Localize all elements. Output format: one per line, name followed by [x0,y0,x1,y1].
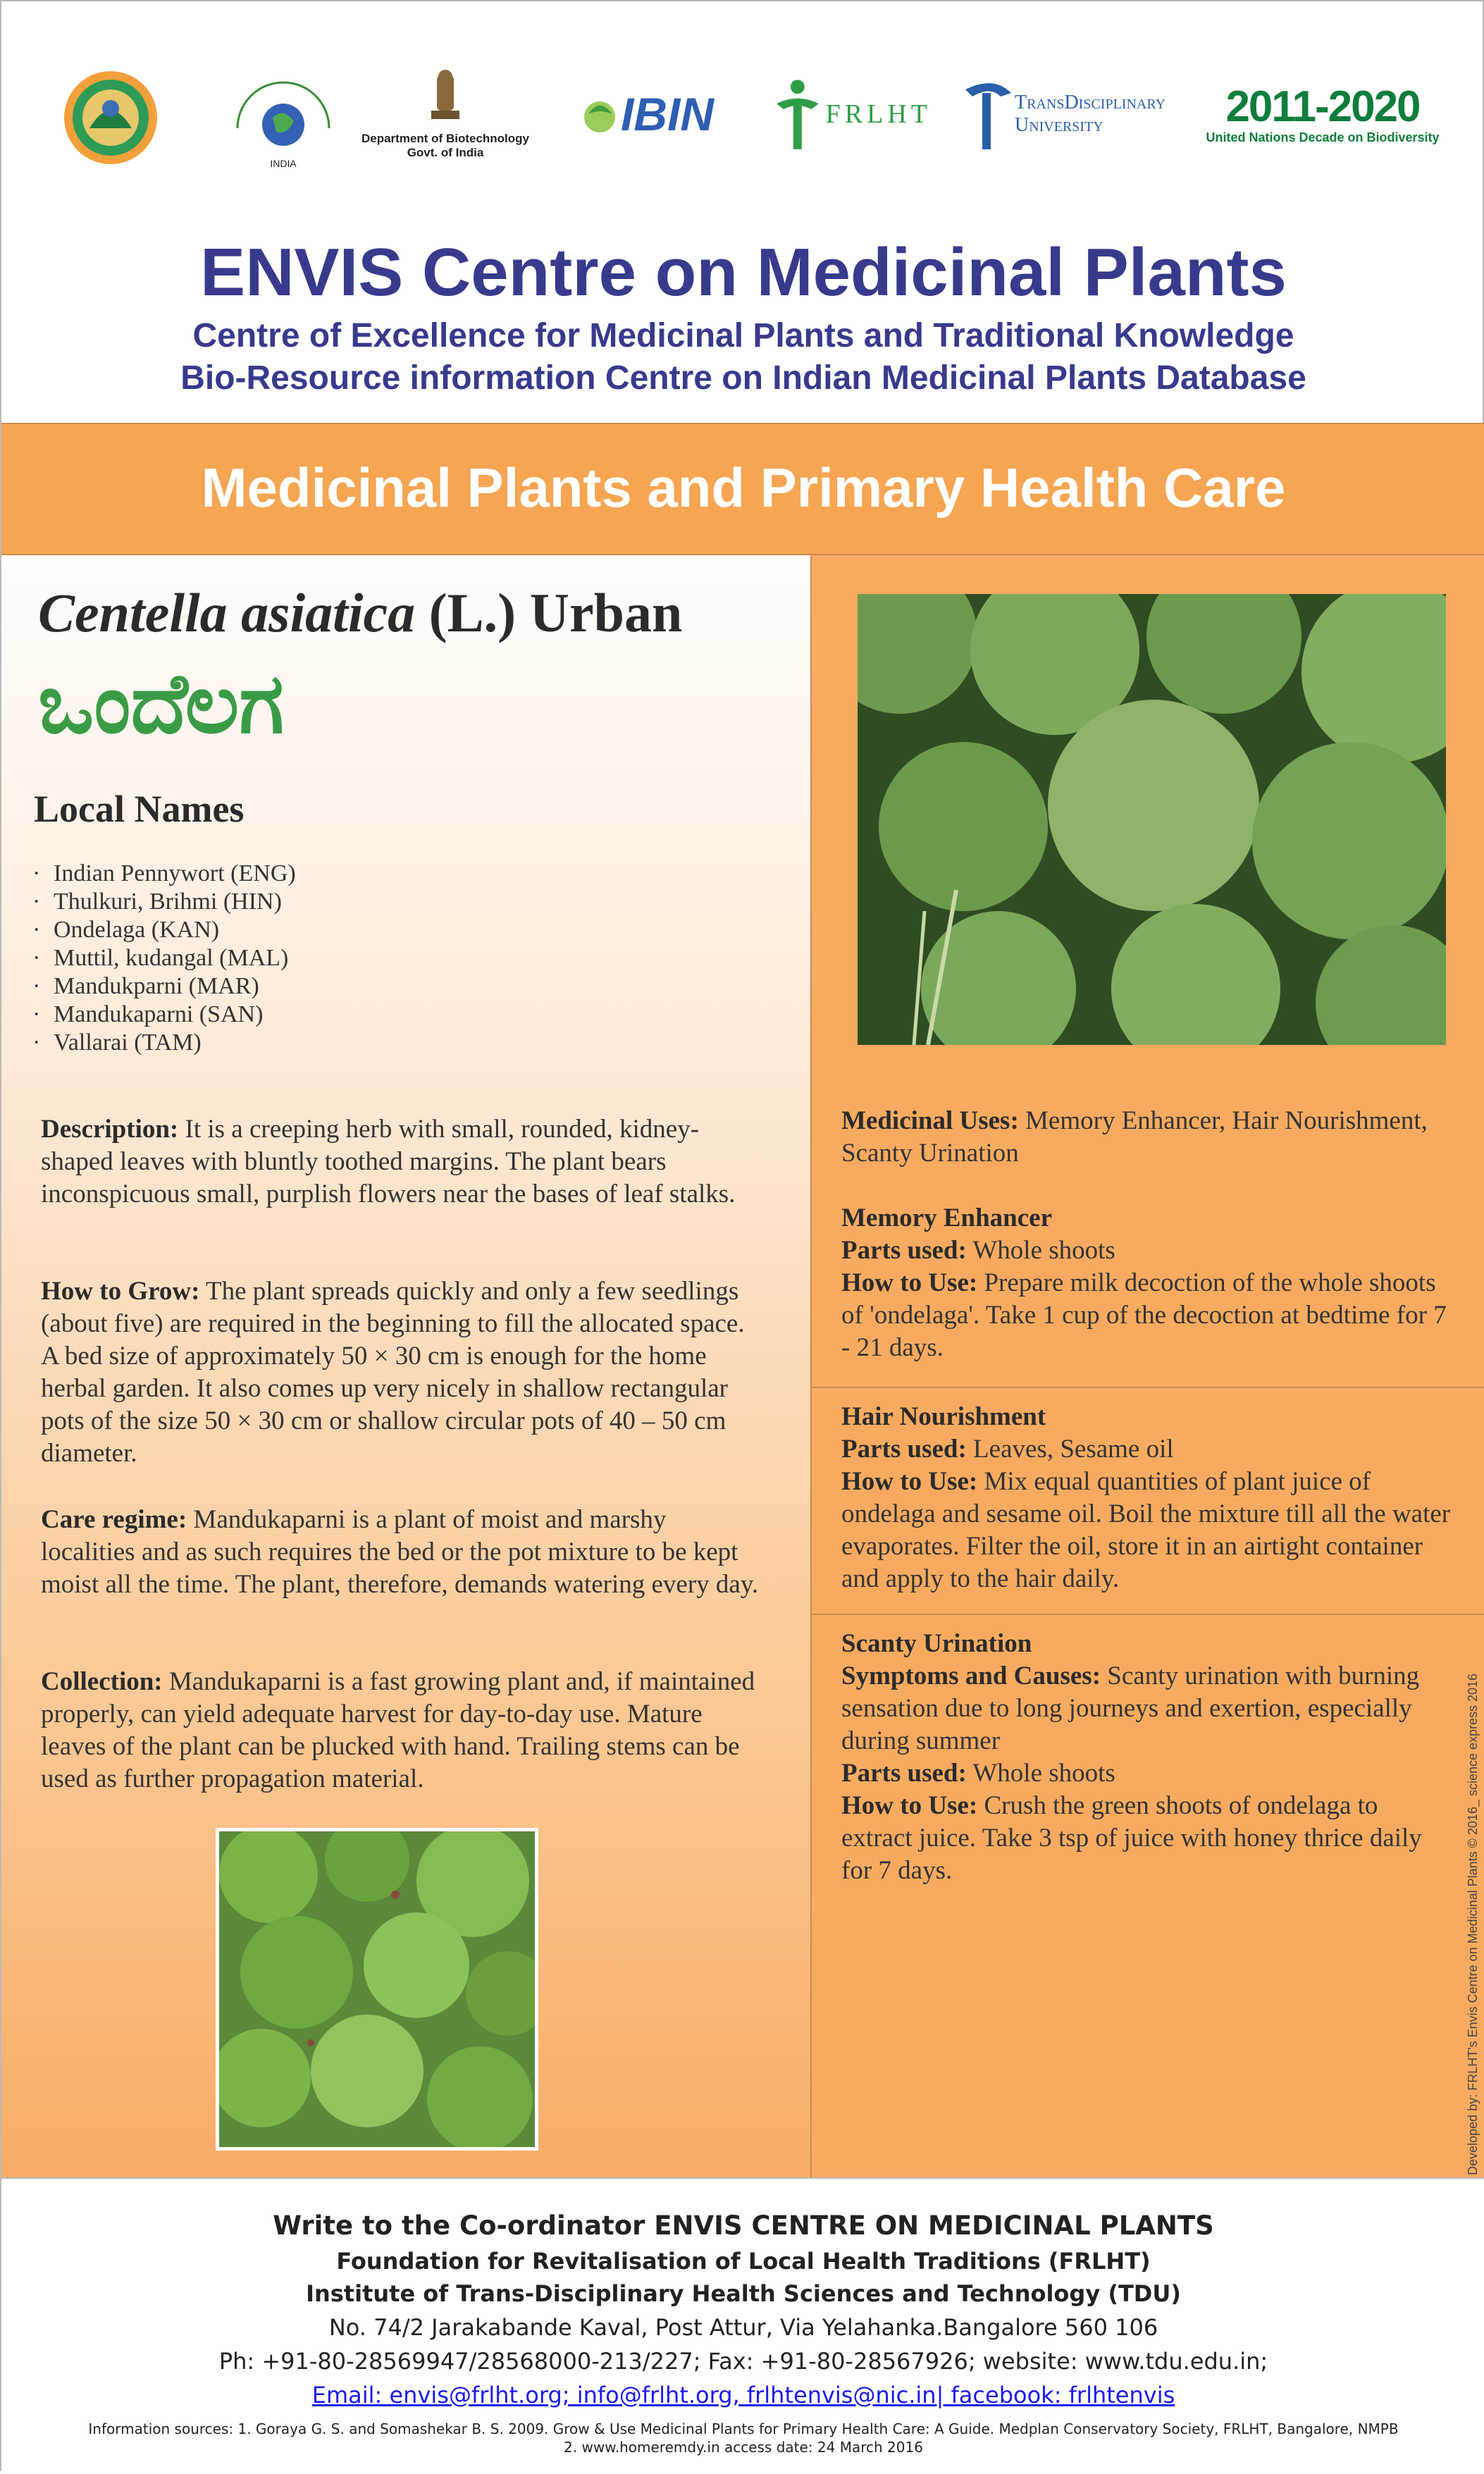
scanty-urination-block [841,1628,1454,1887]
pennywort-closeup-image [858,594,1446,1045]
local-name: Vallarai (TAM) [54,1029,202,1056]
local-name: Mandukparni (MAR) [54,973,259,999]
tdu-line1: TransDisciplinary [1014,92,1166,113]
list-item: · Ondelaga (KAN) [32,917,220,943]
hair-parts-label: Parts used: [841,1435,967,1464]
developer-credit: Developed by: FRLHT's Envis Centre on Medicinal Plants © 2016_ science express 2016 [1466,1673,1480,2175]
grow-label: How to Grow: [41,1277,200,1306]
envis-logo [213,51,354,178]
list-item: · Mandukparni (MAR) [32,973,259,999]
urination-symptoms-label: Symptoms and Causes: [841,1662,1101,1690]
dbt-logo [354,54,537,174]
memory-enhancer-block [841,1202,1454,1364]
urination-how-label: How to Use: [841,1791,978,1820]
local-name: Indian Pennywort (ENG) [54,860,296,886]
hair-how-label: How to Use: [841,1467,978,1496]
tdu-figure-icon [958,75,1015,153]
description-label: Description: [41,1115,179,1144]
kannada-name: ಒಂದೆಲಗ [38,655,285,752]
footer-phone: Ph: +91-80-28569947/28568000-213/227; Fax: +91-80-28567926; website: www.tdu.edu.in; [218,2348,1268,2375]
genus-species: Centella asiatica [38,582,416,643]
memory-parts-text: Whole shoots [966,1236,1115,1265]
moef-emblem-icon [58,65,163,171]
dbt-line1: Department of Biotechnology [361,132,529,145]
list-item: · Vallarai (TAM) [32,1029,202,1056]
logo-strip [44,51,1446,178]
hair-nourishment-block [841,1401,1454,1595]
footer-org-tdu: Institute of Trans-Disciplinary Health Sciences and Technology (TDU) [306,2280,1181,2307]
un-decade-logo [1199,79,1446,149]
collection-text: Mandukaparni is a fast growing plant and, if maintained properly, can yield adequate harvest for day-to-day use. Mature leaves of the plant can be plucked with hand. Trailing stems can be used as further propagation material. [41,1667,755,1793]
ibin-logo [551,79,741,149]
ibin-wordmark: IBIN [621,88,714,140]
local-names-heading: Local Names [34,788,245,830]
scientific-name [38,581,682,645]
footer-source-2: 2. www.homeremdy.in access date: 24 March 2016 [564,2439,923,2456]
description-text: It is a creeping herb with small, rounded, kidney-shaped leaves with bluntly toothed margins. The plant bears inconspicuous small, purplish flowers near the bases of leaf stalks. [41,1115,736,1208]
list-item: · Mandukaparni (SAN) [32,1001,264,1027]
authority: (L.) Urban [415,582,683,643]
moef-logo [58,65,163,171]
urination-parts-label: Parts used: [841,1759,967,1788]
footer-heading: Write to the Co-ordinator ENVIS CENTRE ON MEDICINAL PLANTS [273,2210,1214,2241]
care-label: Care regime: [41,1505,187,1534]
dbt-line2: Govt. of India [407,146,484,159]
local-name: Mandukaparni (SAN) [54,1001,264,1027]
footer [1,2177,1484,2474]
collection-label: Collection: [41,1667,163,1696]
pennywort-leaves-image [219,1831,535,2147]
left-column [1,555,812,2177]
local-names-list [32,860,296,1057]
un-decade-label: United Nations Decade on Biodiversity [1206,130,1440,144]
un-decade-years: 2011-2020 [1225,82,1420,131]
urination-parts-text: Whole shoots [966,1759,1115,1788]
divider [812,1614,1484,1615]
footer-org-frlht: Foundation for Revitalisation of Local Health Traditions (FRLHT) [336,2248,1151,2275]
globe-icon [223,58,343,156]
medicinal-uses-label: Medicinal Uses: [841,1106,1019,1135]
list-item: · Indian Pennywort (ENG) [32,860,296,886]
plant-photo-small [216,1828,538,2151]
grow-paragraph [41,1275,760,1470]
footer-source-1: Information sources: 1. Goraya G. S. and Somashekar B. S. 2009. Grow & Use Medicinal Plants for Primary Health Care: A Guide. Medplan Conservatory Society, FRLHT, Bangalore, NMPB [88,2420,1399,2437]
medicinal-uses-text: Memory Enhancer, Hair Nourishment, Scanty Urination [841,1106,1428,1168]
footer-address: No. 74/2 Jarakabande Kaval, Post Attur, Via Yelahanka.Bangalore 560 106 [328,2314,1158,2341]
banner-title: Medicinal Plants and Primary Health Care [201,457,1286,519]
grow-text: The plant spreads quickly and only a few seedlings (about five) are required in the beginning to fill the allocated space. A bed size of approximately 50 × 30 cm is enough for the home herbal garden. It also comes up very nicely in shallow rectangular pots of the size 50 × 30 cm or shallow circular pots of 40 – 50 cm diameter. [41,1277,745,1468]
page-subtitle-2: Bio-Resource information Centre on Indian Medicinal Plants Database [180,359,1306,397]
collection-paragraph [41,1666,760,1795]
local-name: Thulkuri, Brihmi (HIN) [54,889,282,915]
memory-how-label: How to Use: [841,1268,978,1297]
memory-how-text: Prepare milk decoction of the whole shoots of 'ondelaga'. Take 1 cup of the decoction at bedtime for 7 - 21 days. [841,1268,1447,1362]
tdu-logo [935,72,1189,156]
page-title: ENVIS Centre on Medicinal Plants [200,235,1287,310]
list-item: · Thulkuri, Brihmi (HIN) [32,889,282,915]
topic-banner [1,423,1484,555]
plant-photo-large [858,594,1446,1045]
hair-nourishment-title: Hair Nourishment [841,1402,1046,1431]
urination-symptoms-text: Scanty urination with burning sensation due to long journeys and exertion, especially during summer [841,1662,1420,1755]
memory-parts-label: Parts used: [841,1236,967,1265]
divider [812,1387,1484,1388]
tdu-line2: University [1014,114,1103,136]
frlht-wordmark: FRLHT [825,99,932,129]
envis-sub-label: INDIA [270,158,297,169]
footer-email-link[interactable]: Email: envis@frlht.org; info@frlht.org, frlhtenvis@nic.in| facebook: frlhtenvis [311,2382,1175,2408]
urination-how-text: Crush the green shoots of ondelaga to extract juice. Take 3 tsp of juice with honey thrice daily for 7 days. [841,1791,1422,1885]
care-paragraph [41,1504,760,1601]
care-text: Mandukaparni is a plant of moist and marshy localities and as such requires the bed or the pot mixture to be kept moist all the time. The plant, therefore, demands watering every day. [41,1505,759,1599]
page-subtitle-1: Centre of Excellence for Medicinal Plants and Traditional Knowledge [192,317,1294,354]
description-paragraph [41,1113,760,1211]
medicinal-uses [841,1105,1454,1170]
hair-parts-text: Leaves, Sesame oil [966,1435,1174,1464]
local-name: Ondelaga (KAN) [54,917,220,943]
local-name: Muttil, kudangal (MAL) [54,945,289,971]
hair-how-text: Mix equal quantities of plant juice of ondelaga and sesame oil. Boil the mixture till all the water evaporates. Filter the oil, store it in an airtight container and apply to the hair daily. [841,1467,1451,1593]
right-column [812,555,1484,2177]
frlht-logo [769,72,932,156]
frlht-figure-icon [769,75,826,153]
leaf-globe-icon [579,93,621,135]
scanty-urination-title: Scanty Urination [841,1629,1032,1658]
list-item: · Muttil, kudangal (MAL) [32,945,289,971]
memory-enhancer-title: Memory Enhancer [841,1204,1053,1232]
national-emblem-icon [424,68,466,132]
